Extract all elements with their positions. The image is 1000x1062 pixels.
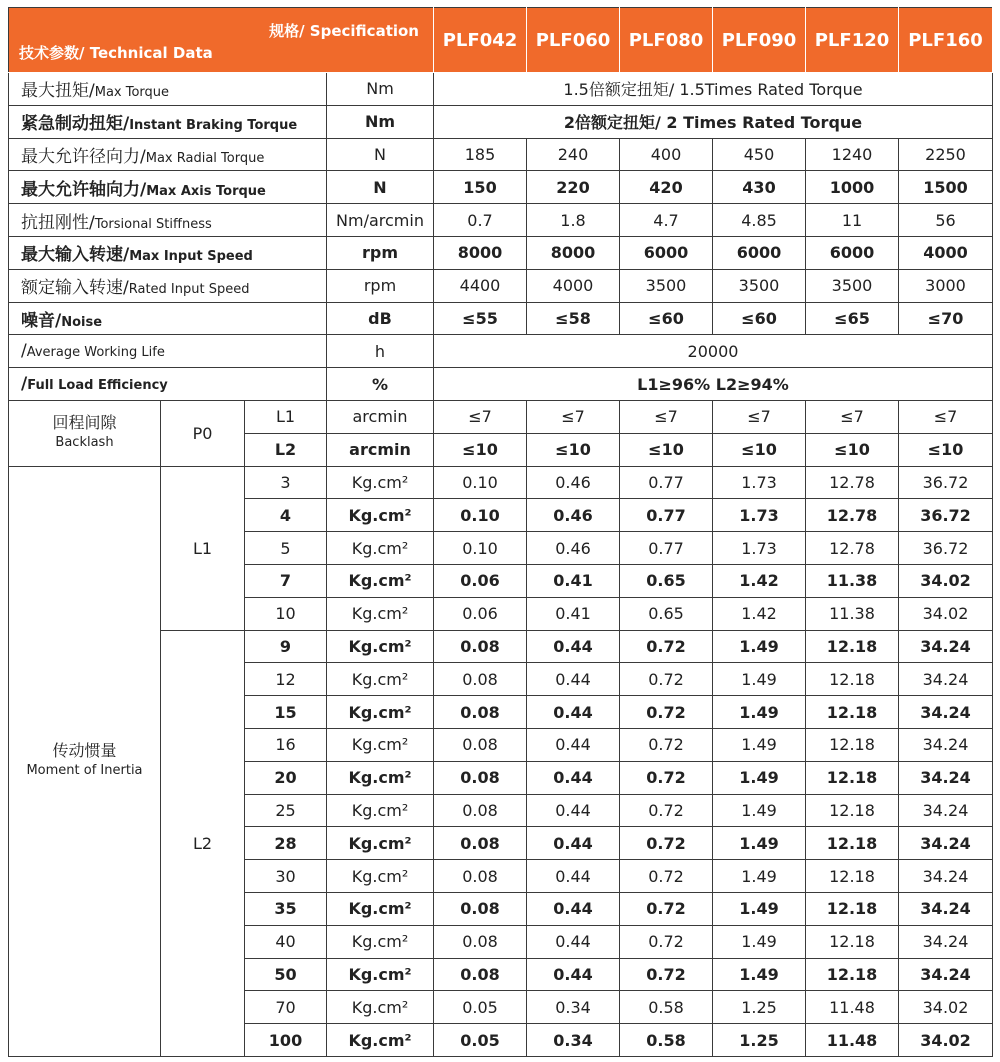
value-cell: 6000: [806, 236, 899, 269]
unit-cell: Kg.cm²: [327, 958, 434, 991]
ratio-cell: 15: [245, 696, 327, 729]
value-cell: 34.24: [899, 728, 993, 761]
value-cell: 0.08: [434, 630, 527, 663]
value-cell: 1.73: [713, 466, 806, 499]
param-name-en: Average Working Life: [26, 345, 165, 361]
param-name-cell: [9, 105, 327, 138]
spec-table: [8, 7, 993, 1057]
value-cell: 0.7: [434, 204, 527, 237]
model-header: PLF160: [899, 8, 993, 73]
value-cell: 34.24: [899, 958, 993, 991]
value-cell: 0.72: [620, 630, 713, 663]
value-cell: 0.08: [434, 892, 527, 925]
param-name-en: Max Torque: [94, 85, 170, 101]
value-cell: 0.05: [434, 991, 527, 1024]
value-cell: 0.72: [620, 696, 713, 729]
value-cell: 1.49: [713, 860, 806, 893]
unit-cell: Kg.cm²: [327, 991, 434, 1024]
value-cell: 0.58: [620, 991, 713, 1024]
value-cell: 12.18: [806, 696, 899, 729]
value-cell: 0.44: [527, 728, 620, 761]
value-cell: 0.08: [434, 827, 527, 860]
ratio-cell: 12: [245, 663, 327, 696]
unit-cell: dB: [327, 302, 434, 335]
value-cell: 0.72: [620, 892, 713, 925]
value-cell: 0.65: [620, 564, 713, 597]
spec-label: 规格/ Specification: [269, 22, 419, 40]
value-cell: 0.72: [620, 761, 713, 794]
unit-cell: Nm: [327, 73, 434, 106]
value-cell: 11: [806, 204, 899, 237]
model-header: PLF090: [713, 8, 806, 73]
value-cell: ≤60: [713, 302, 806, 335]
value-cell: 11.38: [806, 597, 899, 630]
value-cell: ≤7: [806, 400, 899, 433]
unit-cell: Kg.cm²: [327, 696, 434, 729]
value-cell: 4.85: [713, 204, 806, 237]
value-cell: 0.44: [527, 892, 620, 925]
ratio-cell: 20: [245, 761, 327, 794]
value-cell: 1240: [806, 138, 899, 171]
value-cell: 34.02: [899, 597, 993, 630]
value-cell: ≤7: [713, 400, 806, 433]
unit-cell: Kg.cm²: [327, 728, 434, 761]
value-cell: 34.24: [899, 860, 993, 893]
value-cell: 185: [434, 138, 527, 171]
unit-cell: Kg.cm²: [327, 499, 434, 532]
value-cell: 150: [434, 171, 527, 204]
value-cell: 34.02: [899, 564, 993, 597]
value-cell: ≤7: [899, 400, 993, 433]
unit-cell: Kg.cm²: [327, 564, 434, 597]
param-name-cell: [9, 335, 327, 368]
value-cell: 0.34: [527, 991, 620, 1024]
value-cell: 12.78: [806, 532, 899, 565]
value-cell: 0.08: [434, 696, 527, 729]
backlash-group-cell: [9, 400, 161, 466]
value-cell: 12.78: [806, 466, 899, 499]
unit-cell: N: [327, 138, 434, 171]
value-cell: 34.24: [899, 663, 993, 696]
ratio-cell: 16: [245, 728, 327, 761]
value-cell: 0.72: [620, 794, 713, 827]
value-cell: 8000: [527, 236, 620, 269]
value-cell: 12.18: [806, 892, 899, 925]
value-cell: 34.24: [899, 630, 993, 663]
ratio-cell: 70: [245, 991, 327, 1024]
value-cell: 1.49: [713, 761, 806, 794]
value-cell: ≤10: [899, 433, 993, 466]
unit-cell: Kg.cm²: [327, 1024, 434, 1057]
value-cell: 430: [713, 171, 806, 204]
inertia-group-cell: [9, 466, 161, 1056]
value-cell: 450: [713, 138, 806, 171]
unit-cell: Kg.cm²: [327, 827, 434, 860]
value-cell: 0.72: [620, 728, 713, 761]
value-cell: 34.02: [899, 1024, 993, 1057]
value-cell: 0.08: [434, 860, 527, 893]
value-cell: 3500: [620, 269, 713, 302]
unit-cell: Kg.cm²: [327, 466, 434, 499]
value-cell: ≤70: [899, 302, 993, 335]
unit-cell: Kg.cm²: [327, 597, 434, 630]
value-cell: 0.34: [527, 1024, 620, 1057]
value-cell: 0.08: [434, 761, 527, 794]
value-cell: ≤7: [434, 400, 527, 433]
value-cell: 2250: [899, 138, 993, 171]
value-cell: 11.48: [806, 1024, 899, 1057]
unit-cell: Kg.cm²: [327, 860, 434, 893]
param-name-en: Max Axis Torque: [146, 183, 266, 199]
value-cell: 36.72: [899, 532, 993, 565]
value-cell: 12.18: [806, 663, 899, 696]
value-cell: 8000: [434, 236, 527, 269]
param-name-en: Full Load Efficiency: [27, 378, 168, 394]
value-cell: 34.24: [899, 696, 993, 729]
value-cell: 0.08: [434, 925, 527, 958]
value-cell: 0.06: [434, 597, 527, 630]
value-cell: 0.46: [527, 532, 620, 565]
value-cell: ≤10: [527, 433, 620, 466]
value-cell: 1.42: [713, 564, 806, 597]
merged-value-cell: 20000: [434, 335, 993, 368]
tech-data-label: 技术参数/ Technical Data: [19, 44, 213, 62]
unit-cell: Kg.cm²: [327, 532, 434, 565]
value-cell: 0.72: [620, 925, 713, 958]
inertia-stage-cell: L2: [161, 630, 245, 1056]
value-cell: 0.41: [527, 597, 620, 630]
ratio-cell: 10: [245, 597, 327, 630]
param-name-cell: [9, 204, 327, 237]
param-name-en: Rated Input Speed: [128, 282, 250, 298]
value-cell: 0.06: [434, 564, 527, 597]
value-cell: 1.49: [713, 827, 806, 860]
value-cell: 1.42: [713, 597, 806, 630]
value-cell: 0.72: [620, 860, 713, 893]
model-header: PLF120: [806, 8, 899, 73]
value-cell: 0.08: [434, 958, 527, 991]
value-cell: 0.08: [434, 728, 527, 761]
value-cell: 0.77: [620, 466, 713, 499]
value-cell: 56: [899, 204, 993, 237]
unit-cell: Kg.cm²: [327, 663, 434, 696]
value-cell: 0.10: [434, 499, 527, 532]
param-name-cell: [9, 138, 327, 171]
value-cell: 6000: [620, 236, 713, 269]
value-cell: 1.49: [713, 663, 806, 696]
value-cell: 420: [620, 171, 713, 204]
value-cell: 0.44: [527, 761, 620, 794]
value-cell: ≤65: [806, 302, 899, 335]
value-cell: 12.18: [806, 827, 899, 860]
value-cell: 12.18: [806, 728, 899, 761]
stage-cell: L1: [245, 400, 327, 433]
value-cell: 34.24: [899, 892, 993, 925]
value-cell: 0.44: [527, 794, 620, 827]
value-cell: 1.73: [713, 532, 806, 565]
value-cell: 0.77: [620, 532, 713, 565]
param-row: [9, 269, 993, 302]
backlash-label-en: Backlash: [55, 435, 114, 451]
value-cell: ≤60: [620, 302, 713, 335]
value-cell: 1000: [806, 171, 899, 204]
param-name-zh: 噪音/: [21, 310, 62, 331]
value-cell: ≤7: [620, 400, 713, 433]
value-cell: 6000: [713, 236, 806, 269]
backlash-row: [9, 400, 993, 433]
unit-cell: Kg.cm²: [327, 630, 434, 663]
value-cell: 0.65: [620, 597, 713, 630]
value-cell: 11.38: [806, 564, 899, 597]
param-name-en: Max Input Speed: [129, 249, 253, 265]
value-cell: 0.72: [620, 827, 713, 860]
value-cell: ≤7: [527, 400, 620, 433]
param-row: [9, 236, 993, 269]
unit-cell: %: [327, 368, 434, 401]
value-cell: 0.44: [527, 696, 620, 729]
value-cell: 0.44: [527, 663, 620, 696]
value-cell: 0.58: [620, 1024, 713, 1057]
param-name-en: Instant Braking Torque: [129, 118, 298, 134]
merged-value-cell: 1.5倍额定扭矩/ 1.5Times Rated Torque: [434, 73, 993, 106]
merged-value-cell: 2倍额定扭矩/ 2 Times Rated Torque: [434, 105, 993, 138]
model-header: PLF080: [620, 8, 713, 73]
param-row: [9, 171, 993, 204]
value-cell: 36.72: [899, 466, 993, 499]
unit-cell: Nm: [327, 105, 434, 138]
param-name-zh: /: [21, 341, 27, 362]
value-cell: ≤10: [713, 433, 806, 466]
value-cell: 1.25: [713, 991, 806, 1024]
param-name-en: Torsional Stiffness: [94, 216, 212, 232]
value-cell: 34.24: [899, 925, 993, 958]
param-row: [9, 368, 993, 401]
param-row: [9, 335, 993, 368]
value-cell: 0.44: [527, 630, 620, 663]
value-cell: 1.25: [713, 1024, 806, 1057]
value-cell: 400: [620, 138, 713, 171]
ratio-cell: 9: [245, 630, 327, 663]
value-cell: 0.46: [527, 466, 620, 499]
model-header: PLF060: [527, 8, 620, 73]
param-name-zh: 额定输入转速/: [21, 278, 129, 299]
spec-table-body: [9, 8, 993, 1057]
value-cell: 12.18: [806, 630, 899, 663]
param-name-zh: 紧急制动扭矩/: [21, 114, 130, 135]
param-name-zh: 最大允许轴向力/: [21, 179, 147, 200]
ratio-cell: 100: [245, 1024, 327, 1057]
value-cell: 1.49: [713, 925, 806, 958]
value-cell: 34.24: [899, 761, 993, 794]
param-name-zh: 最大输入转速/: [21, 245, 130, 266]
param-row: [9, 105, 993, 138]
unit-cell: arcmin: [327, 400, 434, 433]
value-cell: 1.49: [713, 958, 806, 991]
param-name-cell: [9, 302, 327, 335]
backlash-label-zh: 回程间隙: [52, 413, 117, 433]
value-cell: 0.44: [527, 860, 620, 893]
unit-cell: rpm: [327, 269, 434, 302]
value-cell: ≤55: [434, 302, 527, 335]
value-cell: 34.24: [899, 827, 993, 860]
unit-cell: rpm: [327, 236, 434, 269]
ratio-cell: 5: [245, 532, 327, 565]
header-corner-cell: [9, 8, 434, 73]
param-name-zh: 最大允许径向力/: [21, 146, 146, 167]
value-cell: 12.18: [806, 860, 899, 893]
value-cell: 0.77: [620, 499, 713, 532]
value-cell: ≤10: [434, 433, 527, 466]
value-cell: 0.10: [434, 466, 527, 499]
unit-cell: Kg.cm²: [327, 761, 434, 794]
value-cell: 12.18: [806, 794, 899, 827]
value-cell: 11.48: [806, 991, 899, 1024]
unit-cell: arcmin: [327, 433, 434, 466]
value-cell: ≤10: [806, 433, 899, 466]
value-cell: 0.46: [527, 499, 620, 532]
value-cell: 1.49: [713, 892, 806, 925]
value-cell: 4400: [434, 269, 527, 302]
unit-cell: h: [327, 335, 434, 368]
param-row: [9, 204, 993, 237]
param-name-zh: /: [21, 374, 28, 395]
value-cell: 34.24: [899, 794, 993, 827]
value-cell: 0.72: [620, 958, 713, 991]
param-name-zh: 最大扭矩/: [21, 81, 95, 102]
inertia-row: [9, 466, 993, 499]
unit-cell: Kg.cm²: [327, 892, 434, 925]
value-cell: 3500: [806, 269, 899, 302]
value-cell: 0.72: [620, 663, 713, 696]
value-cell: 1.49: [713, 696, 806, 729]
param-name-zh: 抗扭刚性/: [21, 212, 95, 233]
value-cell: 3500: [713, 269, 806, 302]
unit-cell: N: [327, 171, 434, 204]
unit-cell: Kg.cm²: [327, 925, 434, 958]
value-cell: 0.44: [527, 958, 620, 991]
merged-value-cell: L1≥96% L2≥94%: [434, 368, 993, 401]
ratio-cell: 30: [245, 860, 327, 893]
param-name-cell: [9, 171, 327, 204]
value-cell: 1.49: [713, 728, 806, 761]
ratio-cell: 50: [245, 958, 327, 991]
value-cell: 0.10: [434, 532, 527, 565]
param-row: [9, 73, 993, 106]
value-cell: 1.49: [713, 794, 806, 827]
value-cell: 0.08: [434, 663, 527, 696]
param-row: [9, 138, 993, 171]
unit-cell: Kg.cm²: [327, 794, 434, 827]
value-cell: ≤58: [527, 302, 620, 335]
value-cell: 0.44: [527, 827, 620, 860]
ratio-cell: 7: [245, 564, 327, 597]
value-cell: ≤10: [620, 433, 713, 466]
value-cell: 220: [527, 171, 620, 204]
unit-cell: Nm/arcmin: [327, 204, 434, 237]
value-cell: 1.49: [713, 630, 806, 663]
stage-cell: L2: [245, 433, 327, 466]
value-cell: 1500: [899, 171, 993, 204]
value-cell: 12.18: [806, 925, 899, 958]
value-cell: 34.02: [899, 991, 993, 1024]
inertia-label-en: Moment of Inertia: [26, 763, 143, 779]
param-name-en: Max Radial Torque: [145, 150, 265, 166]
param-name-en: Noise: [61, 314, 103, 330]
value-cell: 1.73: [713, 499, 806, 532]
value-cell: 0.44: [527, 925, 620, 958]
backlash-grade-cell: P0: [161, 400, 245, 466]
value-cell: 1.8: [527, 204, 620, 237]
param-name-cell: [9, 368, 327, 401]
value-cell: 0.41: [527, 564, 620, 597]
param-name-cell: [9, 73, 327, 106]
ratio-cell: 28: [245, 827, 327, 860]
value-cell: 36.72: [899, 499, 993, 532]
ratio-cell: 4: [245, 499, 327, 532]
ratio-cell: 25: [245, 794, 327, 827]
value-cell: 12.78: [806, 499, 899, 532]
model-header: PLF042: [434, 8, 527, 73]
value-cell: 4000: [899, 236, 993, 269]
value-cell: 12.18: [806, 761, 899, 794]
value-cell: 4000: [527, 269, 620, 302]
param-name-cell: [9, 236, 327, 269]
value-cell: 0.05: [434, 1024, 527, 1057]
value-cell: 240: [527, 138, 620, 171]
value-cell: 0.08: [434, 794, 527, 827]
inertia-stage-cell: L1: [161, 466, 245, 630]
inertia-label-zh: 传动惯量: [52, 741, 117, 761]
header-row: [9, 8, 993, 73]
value-cell: 12.18: [806, 958, 899, 991]
value-cell: 3000: [899, 269, 993, 302]
value-cell: 4.7: [620, 204, 713, 237]
param-row: [9, 302, 993, 335]
param-name-cell: [9, 269, 327, 302]
ratio-cell: 35: [245, 892, 327, 925]
ratio-cell: 3: [245, 466, 327, 499]
ratio-cell: 40: [245, 925, 327, 958]
